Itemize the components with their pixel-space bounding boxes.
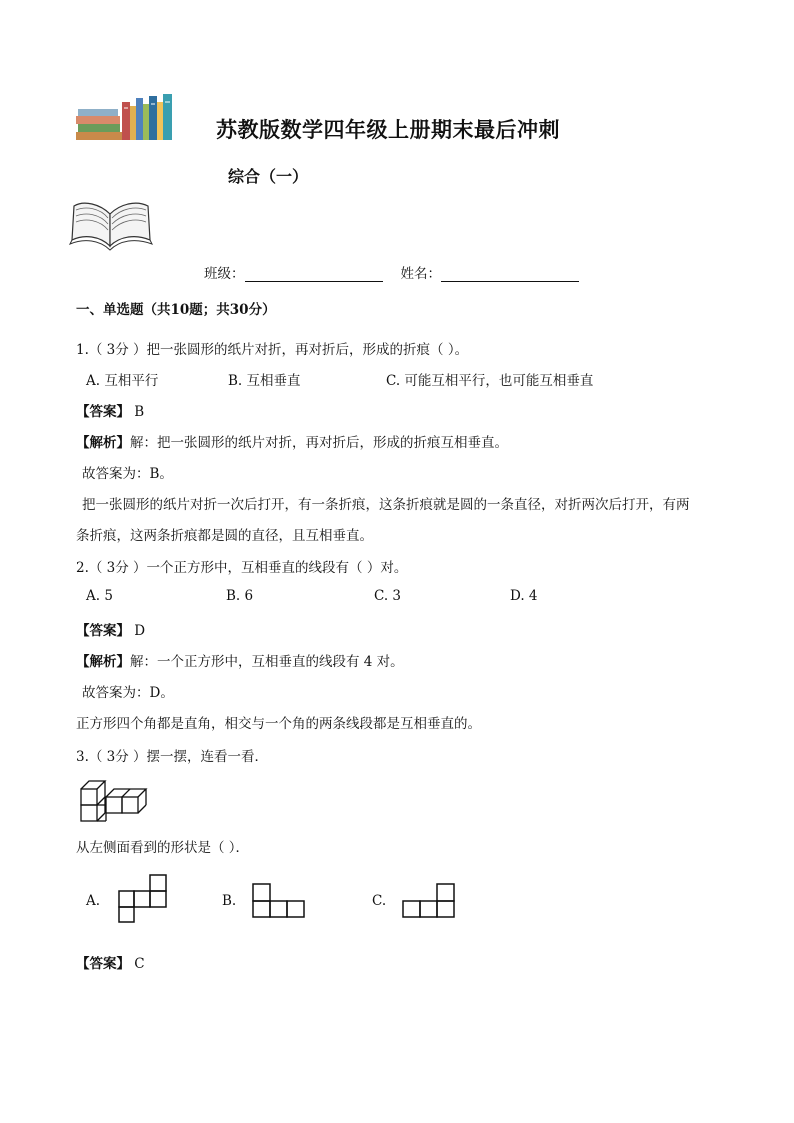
q3-option-a: A.: [86, 893, 101, 909]
answer-value: C: [134, 956, 145, 972]
question-2-stem: 2.（ 3分 ）一个正方形中，互相垂直的线段有（ ）对。: [76, 560, 408, 576]
q1-answer: [76, 400, 144, 420]
answer-label: 【答案】: [76, 623, 130, 639]
q3-answer: [76, 952, 145, 972]
q1-explanation-1: 把一张圆形的纸片对折一次后打开，有一条折痕，这条折痕就是圆的一条直径，对折两次后打开，有两: [82, 497, 690, 513]
question-3-stem: 3.（ 3分 ）摆一摆，连看一看．: [76, 749, 269, 765]
answer-label: 【答案】: [76, 404, 130, 420]
q1-option-b: B. 互相垂直: [228, 373, 301, 389]
analysis-text: 解：一个正方形中，互相垂直的线段有 4 对。: [130, 654, 404, 670]
books-stack-icon: [76, 94, 176, 142]
student-info-row: [204, 262, 597, 282]
open-book-icon: [70, 198, 152, 250]
question-3-sub-stem: 从左侧面看到的形状是（ ）．: [76, 840, 250, 856]
name-label: 姓名：: [400, 266, 441, 282]
q3-option-b-shape: [252, 883, 306, 919]
analysis-text: 解：把一张圆形的纸片对折，再对折后，形成的折痕互相垂直。: [130, 435, 508, 451]
question-1-stem: 1.（ 3分 ）把一张圆形的纸片对折，再对折后，形成的折痕（ ）。: [76, 342, 469, 358]
name-field[interactable]: [441, 267, 579, 282]
q2-explanation-1: 正方形四个角都是直角，相交与一个角的两条线段都是互相垂直的。: [76, 716, 481, 732]
analysis-label: 【解析】: [76, 654, 130, 670]
q2-option-c: C. 3: [374, 588, 402, 604]
q3-option-c: C.: [372, 893, 387, 909]
q2-conclusion: 故答案为：D。: [82, 685, 174, 701]
q3-option-c-shape: [402, 883, 456, 919]
answer-value: D: [134, 623, 146, 639]
q2-option-b: B. 6: [226, 588, 254, 604]
q2-option-a: A. 5: [86, 588, 113, 604]
q1-explanation-2: 条折痕，这两条折痕都是圆的直径，且互相垂直。: [76, 528, 373, 544]
q2-answer: [76, 619, 145, 639]
answer-value: B: [134, 404, 145, 420]
q1-option-a: A. 互相平行: [86, 373, 159, 389]
q2-option-d: D. 4: [510, 588, 538, 604]
class-field[interactable]: [245, 267, 383, 282]
answer-label: 【答案】: [76, 956, 130, 972]
class-label: 班级：: [204, 266, 245, 282]
section-heading: 一、单选题（共10题；共30分）: [76, 302, 276, 318]
page-subtitle: 综合（一）: [228, 167, 309, 186]
page-title: 苏教版数学四年级上册期末最后冲刺: [216, 117, 560, 142]
q2-analysis: [76, 650, 404, 670]
analysis-label: 【解析】: [76, 435, 130, 451]
q1-analysis: [76, 431, 508, 451]
cube-arrangement-figure: [80, 775, 164, 823]
q1-option-c: C. 可能互相平行，也可能互相垂直: [386, 373, 594, 389]
q3-option-b: B.: [222, 893, 237, 909]
q1-conclusion: 故答案为：B。: [82, 466, 173, 482]
q3-option-a-shape: [118, 874, 170, 924]
